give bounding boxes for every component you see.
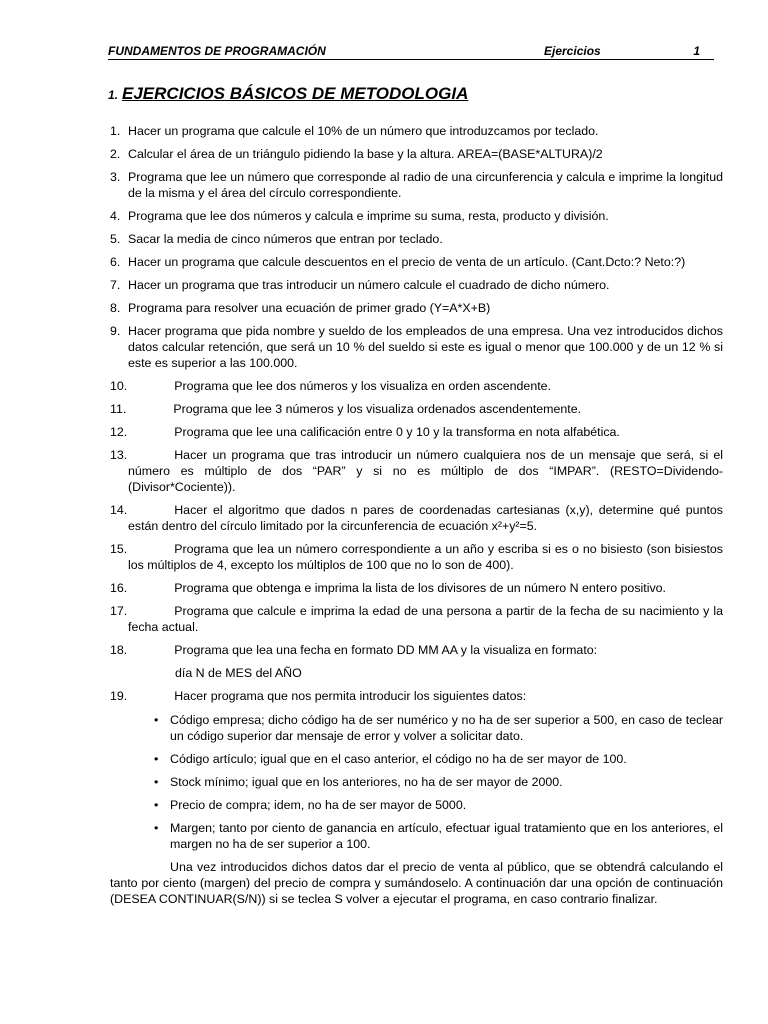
exercise-item xyxy=(110,208,723,224)
section-title-text: EJERCICIOS BÁSICOS DE METODOLOGIA xyxy=(122,84,469,103)
exercise-item xyxy=(110,300,723,316)
exercise-item xyxy=(110,169,723,201)
bullet-dot-icon: • xyxy=(154,798,159,812)
exercise-number: 12. xyxy=(110,425,128,439)
bullet-item xyxy=(154,797,723,813)
exercise-number: 15. xyxy=(110,542,128,556)
exercise-item xyxy=(110,642,723,681)
exercise-text: Hacer un programa que calcule el 10% de un número que introduzcamos por teclado. xyxy=(128,124,599,138)
exercise-first-line xyxy=(110,402,173,416)
exercise-first-line xyxy=(110,448,174,462)
bullet-dot-icon: • xyxy=(154,713,159,727)
exercise-first-line xyxy=(110,689,174,703)
exercise-item xyxy=(110,688,723,704)
section-title xyxy=(108,86,468,103)
exercise-item xyxy=(110,123,723,139)
exercise-first-line xyxy=(110,379,174,393)
exercise-first-line xyxy=(110,542,174,556)
bullet-text: Precio de compra; idem, no ha de ser mayor de 5000. xyxy=(170,798,467,812)
header-course-title: FUNDAMENTOS DE PROGRAMACIÓN xyxy=(108,44,326,58)
exercise-number: 3. xyxy=(110,170,121,184)
exercise-item xyxy=(110,603,723,635)
bullet-list xyxy=(110,712,723,852)
bullet-item xyxy=(154,820,723,852)
bullet-item xyxy=(154,712,723,744)
bullet-text: Código artículo; igual que en el caso anterior, el código no ha de ser mayor de 100. xyxy=(170,752,627,766)
exercise-text: Hacer un programa que tras introducir un número cualquiera nos de un mensaje que será, si el número es múltiplo de dos “PAR” y si no es múltiplo de dos “IMPAR”. (RESTO=Dividendo-(Divisor*Cociente)). xyxy=(128,448,723,494)
exercise-number: 1. xyxy=(110,124,121,138)
exercise-first-line xyxy=(110,503,174,517)
header-page-number: 1 xyxy=(693,44,700,58)
exercise-number: 18. xyxy=(110,643,128,657)
bullet-item xyxy=(154,751,723,767)
exercise-text: Hacer programa que nos permita introducir los siguientes datos: xyxy=(174,689,527,703)
exercise-item xyxy=(110,502,723,534)
exercise-text: Programa que lee un número que corresponde al radio de una circunferencia y calcula e imprime la longitud de la misma y el área del círculo correspondiente. xyxy=(128,170,723,200)
exercise-text: Programa que lee una calificación entre 0 y 10 y la transforma en nota alfabética. xyxy=(174,425,620,439)
exercise-number: 13. xyxy=(110,448,128,462)
bullet-dot-icon: • xyxy=(154,821,159,835)
page-header xyxy=(108,42,714,60)
exercise-number: 17. xyxy=(110,604,128,618)
exercise-text: Programa que lee dos números y los visualiza en orden ascendente. xyxy=(174,379,551,393)
bullet-text: Stock mínimo; igual que en los anteriores, no ha de ser mayor de 2000. xyxy=(170,775,563,789)
exercise-item xyxy=(110,146,723,162)
exercise-text: Sacar la media de cinco números que entran por teclado. xyxy=(128,232,443,246)
section-number: 1. xyxy=(108,88,119,102)
bullet-item xyxy=(154,774,723,790)
exercise-item xyxy=(110,323,723,371)
exercise-item xyxy=(110,401,723,417)
exercise-text: Hacer un programa que tras introducir un número calcule el cuadrado de dicho número. xyxy=(128,278,610,292)
exercise-text: Hacer un programa que calcule descuentos en el precio de venta de un artículo. (Cant.Dcto:? Neto:?) xyxy=(128,255,686,269)
exercise-number: 2. xyxy=(110,147,121,161)
exercise-item xyxy=(110,254,723,270)
bullet-text: Margen; tanto por ciento de ganancia en artículo, efectuar igual tratamiento que en los anteriores, el margen no ha de ser superior a 100. xyxy=(170,821,723,851)
exercise-text: Hacer programa que pida nombre y sueldo de los empleados de una empresa. Una vez introducidos dichos datos calcular retención, que será un 10 % del sueldo si este es igual o menor que 100.000 y de un 12 % si este es superior a las 100.000. xyxy=(128,324,723,370)
exercise-number: 19. xyxy=(110,689,128,703)
exercise-item xyxy=(110,541,723,573)
exercise-number: 4. xyxy=(110,209,121,223)
exercise-text: Programa que lea una fecha en formato DD MM AA y la visualiza en formato: xyxy=(174,643,598,657)
exercise-text: Programa para resolver una ecuación de primer grado (Y=A*X+B) xyxy=(128,301,491,315)
exercise-text: Programa que lee 3 números y los visualiza ordenados ascendentemente. xyxy=(173,402,582,416)
exercise-item xyxy=(110,580,723,596)
exercise-text: Programa que calcule e imprima la edad de una persona a partir de la fecha de su nacimiento y la fecha actual. xyxy=(128,604,723,634)
exercise-first-line xyxy=(110,581,174,595)
bullet-dot-icon: • xyxy=(154,752,159,766)
bullet-text: Código empresa; dicho código ha de ser numérico y no ha de ser superior a 500, en caso de teclear un código superior dar mensaje de error y volver a solicitar dato. xyxy=(170,713,723,743)
exercise-list xyxy=(110,123,723,907)
exercise-number: 16. xyxy=(110,581,128,595)
exercise-text: Programa que lee dos números y calcula e imprime su suma, resta, producto y división. xyxy=(128,209,609,223)
exercise-number: 11. xyxy=(110,402,127,416)
exercise-first-line xyxy=(110,643,174,657)
exercise-number: 10. xyxy=(110,379,128,393)
exercise-extra-line: día N de MES del AÑO xyxy=(175,666,302,680)
exercise-number: 9. xyxy=(110,324,121,338)
exercise-first-line xyxy=(110,604,174,618)
exercise-item xyxy=(110,424,723,440)
exercise-number: 8. xyxy=(110,301,121,315)
bullet-dot-icon: • xyxy=(154,775,159,789)
exercises-container xyxy=(110,123,723,704)
exercise-number: 7. xyxy=(110,278,121,292)
exercise-first-line xyxy=(110,425,174,439)
exercise-item xyxy=(110,378,723,394)
exercise-text: Programa que obtenga e imprima la lista de los divisores de un número N entero positivo. xyxy=(174,581,666,595)
exercise-item xyxy=(110,447,723,495)
exercise-text: Programa que lea un número correspondiente a un año y escriba si es o no bisiesto (son bisiestos los múltiplos de 4, excepto los múltiplos de 100 que no lo son de 400). xyxy=(128,542,723,572)
header-section-label: Ejercicios xyxy=(544,44,601,58)
exercise-number: 5. xyxy=(110,232,121,246)
exercise-text: Calcular el área de un triángulo pidiendo la base y la altura. AREA=(BASE*ALTURA)/2 xyxy=(128,147,603,161)
exercise-text: Hacer el algoritmo que dados n pares de coordenadas cartesianas (x,y), determine qué puntos están dentro del círculo limitado por la circunferencia de ecuación x²+y²=5. xyxy=(128,503,723,533)
exercise-item xyxy=(110,231,723,247)
closing-paragraph: Una vez introducidos dichos datos dar el precio de venta al público, que se obtendrá calculando el tanto por ciento (margen) del precio de compra y sumándoselo. A continuación dar una opción de continuación (DESEA CONTINUAR(S/N)) si se teclea S volver a ejecutar el programa, en caso contrario finalizar. xyxy=(110,860,723,906)
exercise-number: 14. xyxy=(110,503,128,517)
exercise-item xyxy=(110,277,723,293)
exercise-number: 6. xyxy=(110,255,121,269)
